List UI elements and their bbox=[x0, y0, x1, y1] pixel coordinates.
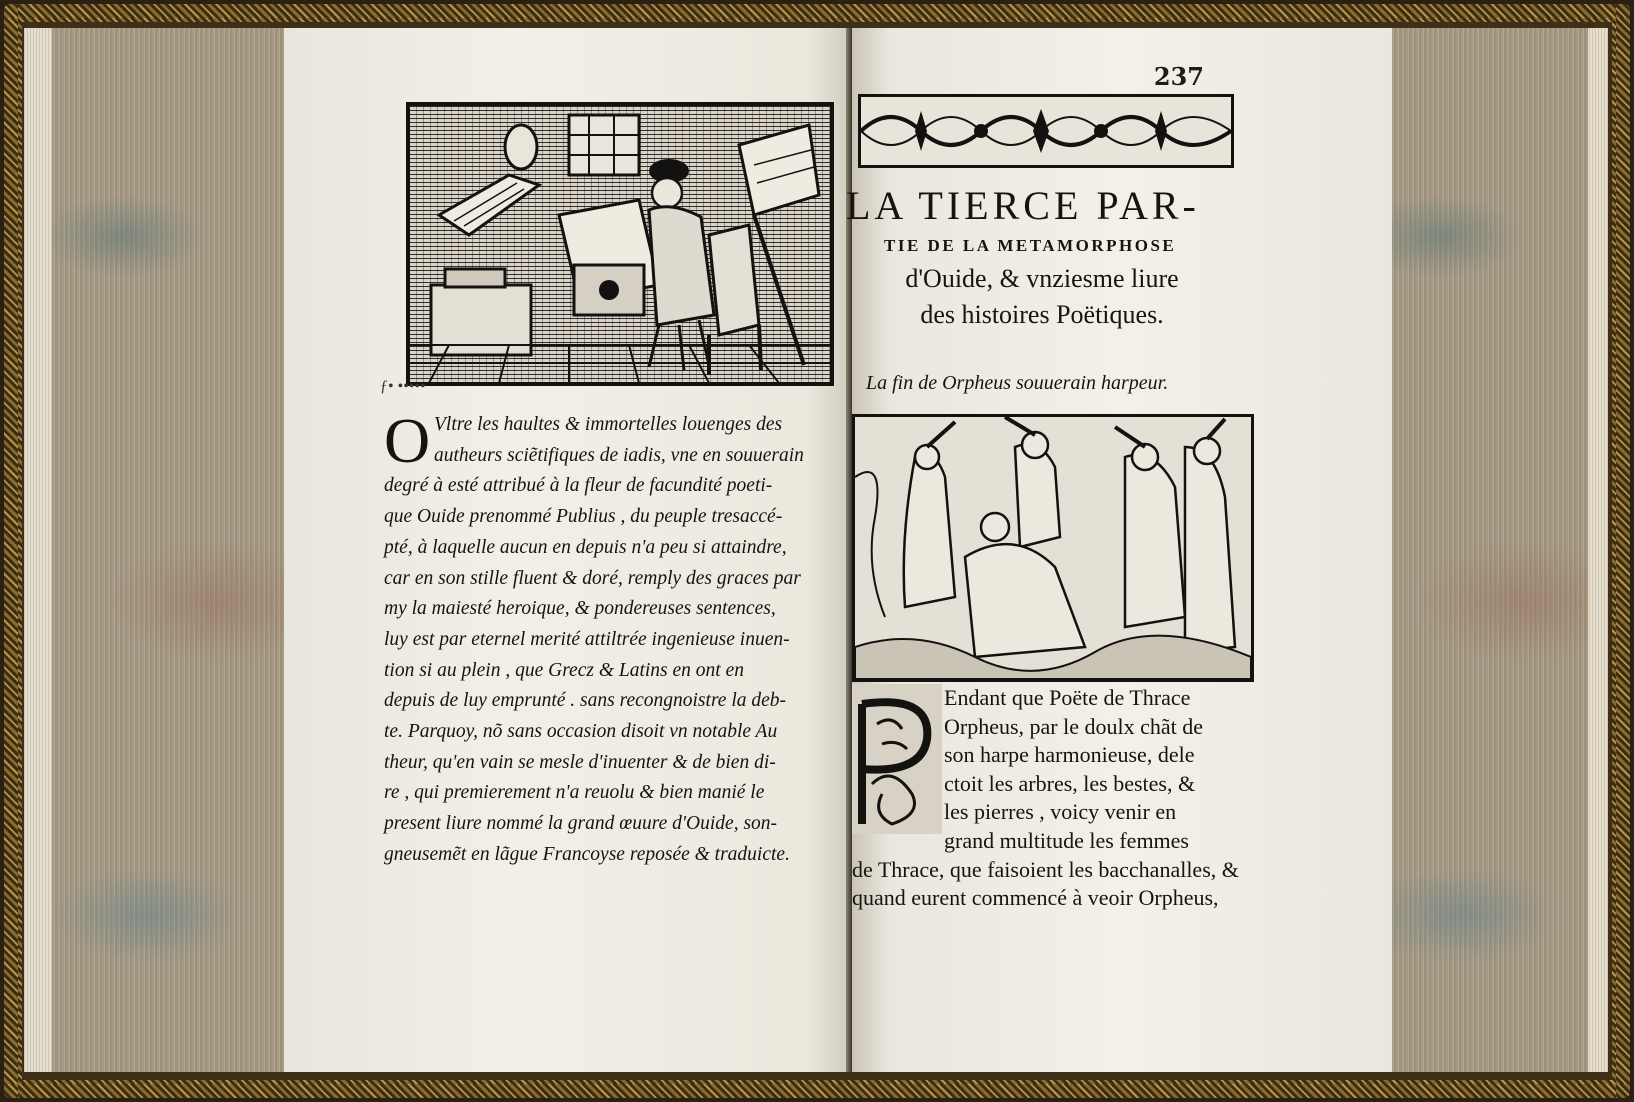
left-body-text bbox=[384, 405, 832, 871]
text-line: pté, à laquelle aucun en depuis n'a peu si attaindre, bbox=[384, 536, 787, 558]
text-line: autheurs sciẽtifiques de iadis, vne en souuerain bbox=[434, 444, 804, 466]
woodcut-caption: La fin de Orpheus souuerain harpeur. bbox=[866, 372, 1169, 394]
text-line: my la maiesté heroique, & pondereuses sentences, bbox=[384, 598, 776, 620]
text-line: quand eurent commencé à veoir Orpheus, bbox=[852, 885, 1219, 911]
text-line: re , qui premierement n'a reuolu & bien manié le bbox=[384, 782, 765, 804]
text-line: present liure nommé la grand œuure d'Ouide, son- bbox=[384, 813, 778, 835]
text-line: que Ouide prenommé Publius , du peuple tresaccé- bbox=[384, 506, 783, 528]
drop-cap-p-drawing bbox=[852, 684, 942, 834]
text-line: theur, qu'en vain se mesle d'inuenter & de bien di- bbox=[384, 751, 776, 773]
section-headline: LA TIERCE PAR- bbox=[846, 183, 1200, 228]
ornament-drawing bbox=[861, 97, 1231, 165]
right-page bbox=[846, 28, 1392, 1072]
text-line: son harpe harmonieuse, dele bbox=[944, 742, 1195, 768]
text-line: Vltre les haultes & immortelles louenges des bbox=[434, 414, 783, 435]
drop-cap-p bbox=[852, 684, 942, 834]
bacchantes-woodcut-drawing bbox=[855, 417, 1251, 679]
section-marker: ƒ• ••••• bbox=[380, 378, 426, 395]
section-subtitle-3: des histoires Poëtiques. bbox=[920, 300, 1164, 329]
right-marbled-endpaper bbox=[1376, 28, 1588, 1072]
text-line: ctoit les arbres, les bestes, & bbox=[944, 770, 1196, 796]
text-line: Endant que Poëte de Thrace bbox=[944, 685, 1191, 710]
right-body-text bbox=[852, 684, 1244, 913]
text-line: Orpheus, par le doulx chãt de bbox=[944, 713, 1204, 739]
text-line: gneusemẽt en lãgue Francoyse reposée & traduicte. bbox=[384, 843, 790, 865]
text-line: tion si au plein , que Grecz & Latins en ont en bbox=[384, 659, 744, 681]
left-page bbox=[284, 28, 852, 1072]
section-subtitle-1: TIE DE LA METAMORPHOSE bbox=[884, 236, 1177, 255]
page-number: 237 bbox=[1153, 62, 1204, 91]
bacchantes-woodcut bbox=[852, 414, 1254, 682]
right-page-edges bbox=[1586, 28, 1608, 1072]
drop-cap-o: O bbox=[384, 405, 431, 476]
fleur-de-lis-ornament-band bbox=[858, 94, 1234, 168]
text-line: te. Parquoy, nõ sans occasion disoit vn notable Au bbox=[384, 721, 778, 743]
text-line: car en son stille fluent & doré, remply des graces par bbox=[384, 567, 801, 589]
text-line: degré à esté attribué à la fleur de facundité poeti- bbox=[384, 475, 773, 497]
left-marbled-endpaper bbox=[52, 28, 288, 1072]
text-line: de Thrace, que faisoient les bacchanalles, & bbox=[852, 856, 1239, 882]
scholar-woodcut bbox=[406, 102, 834, 386]
scholar-woodcut-drawing bbox=[409, 105, 831, 383]
text-line: les pierres , voicy venir en bbox=[944, 799, 1177, 825]
text-line: grand multitude les femmes bbox=[944, 827, 1189, 853]
section-subtitle-2: d'Ouide, & vnziesme liure bbox=[905, 264, 1179, 293]
text-line: depuis de luy emprunté . sans recongnoistre la deb- bbox=[384, 690, 787, 712]
left-page-edges bbox=[24, 28, 54, 1072]
text-line: luy est par eternel merité attiltrée ingenieuse inuen- bbox=[384, 628, 790, 650]
